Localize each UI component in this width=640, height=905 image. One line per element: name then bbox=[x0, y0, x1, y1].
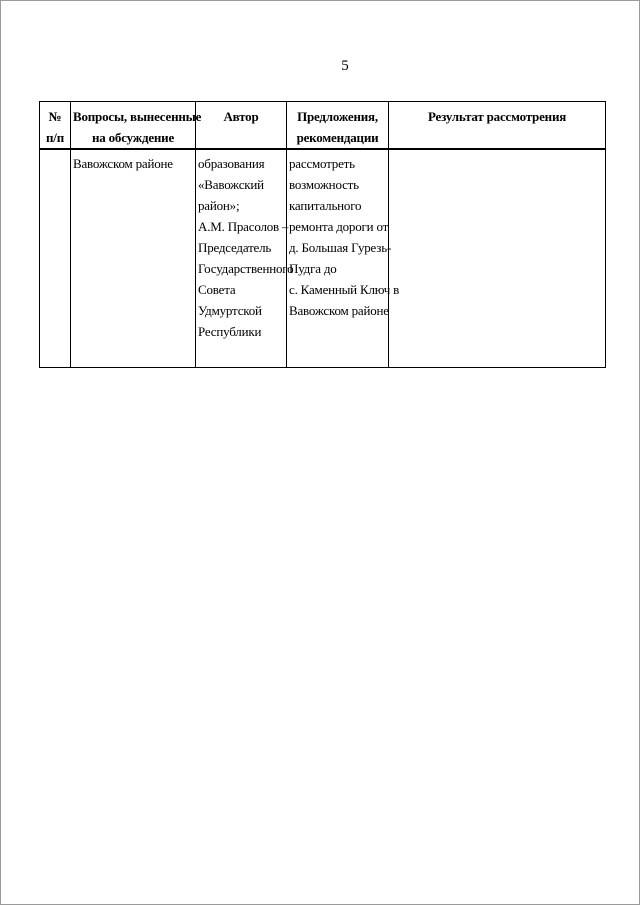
review-table bbox=[39, 101, 606, 368]
cell-proposal: рассмотреть возможность капитального ремонта дороги от д. Большая Гурезь- Пудга до с. Каменный Ключ в Вавожском районе bbox=[287, 149, 389, 368]
header-author: Автор bbox=[196, 102, 287, 150]
cell-question: Вавожском районе bbox=[71, 149, 196, 368]
table-header-row bbox=[40, 102, 606, 150]
header-number: № п/п bbox=[40, 102, 71, 150]
header-proposals: Предложения, рекомендации bbox=[287, 102, 389, 150]
page-number: 5 bbox=[341, 58, 349, 74]
table-row bbox=[40, 149, 606, 368]
cell-number bbox=[40, 149, 71, 368]
cell-author: образования «Вавожский район»; А.М. Прасолов – Председатель Государственного Совета Удмуртской Республики bbox=[196, 149, 287, 368]
cell-result bbox=[389, 149, 606, 368]
header-result: Результат рассмотрения bbox=[389, 102, 606, 150]
header-questions: Вопросы, вынесенные на обсуждение bbox=[71, 102, 196, 150]
